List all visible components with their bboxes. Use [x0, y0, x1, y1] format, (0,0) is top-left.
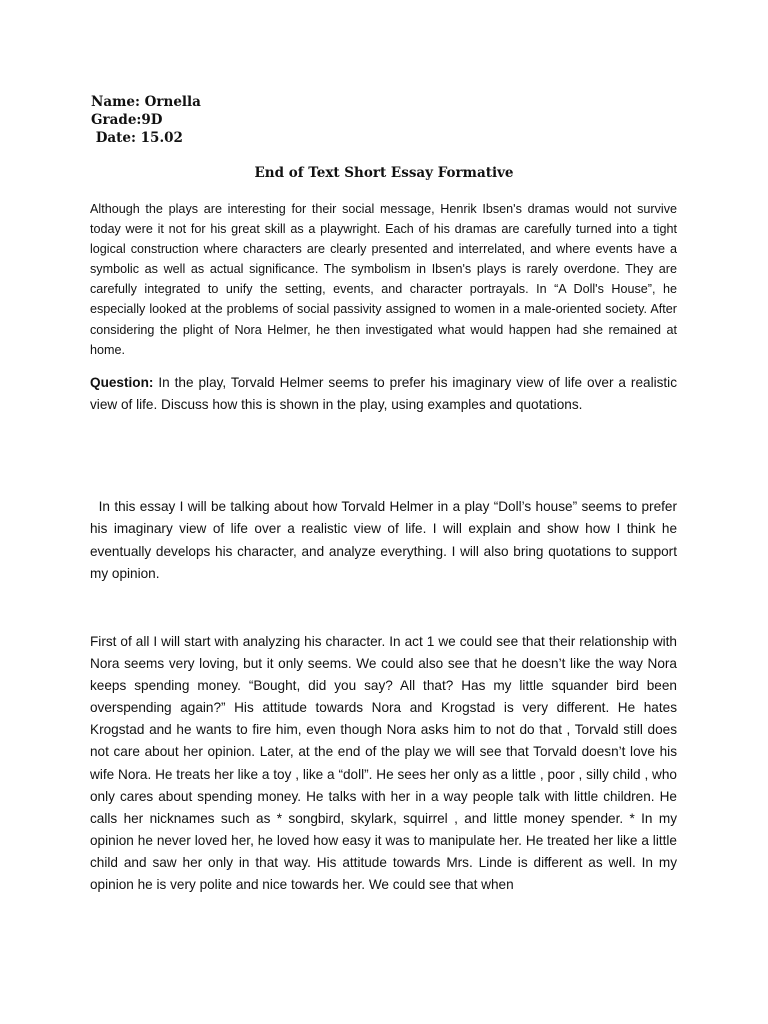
question-label: Question: — [90, 375, 154, 390]
essay-paragraph-1: In this essay I will be talking about how Torvald Helmer in a play “Doll’s house” seems to prefer his imaginary view of life over a realistic view of life. I will explain and show how I think he eventually develops his character, and analyze everything. I will also bring quotations to support my opinion. — [90, 499, 677, 581]
intro-paragraph: Although the plays are interesting for their social message, Henrik Ibsen's dramas would not survive today were it not for his great skill as a playwright. Each of his dramas are carefully turned into a tight logical construction where characters are clearly presented and interrelated, and where events have a symbolic as well as actual significance. The symbolism in Ibsen's plays is rarely overdone. They are carefully integrated to unify the setting, events, and character portrayals. In “A Doll's House”, he especially looked at the problems of social passivity assigned to women in a male-oriented society. After considering the plight of Nora Helmer, he then investigated what would happen had she remained at home. — [90, 202, 677, 357]
student-info-block — [91, 93, 201, 147]
question-text: In the play, Torvald Helmer seems to prefer his imaginary view of life over a realistic view of life. Discuss how this is shown in the play, using examples and quotations. — [90, 375, 677, 412]
document-title: End of Text Short Essay Formative — [254, 165, 514, 181]
question-paragraph — [90, 372, 677, 416]
student-grade: Grade:9D — [91, 112, 163, 128]
student-name: Name: Ornella — [91, 94, 201, 110]
assignment-date: Date: 15.02 — [91, 130, 183, 146]
essay-paragraph-2: First of all I will start with analyzing his character. In act 1 we could see that their relationship with Nora seems very loving, but it only seems. We could also see that he doesn’t like the way Nora keeps spending money. “Bought, did you say? All that? Has my little squander bird been overspending again?” His attitude towards Nora and Krogstad is very different. He hates Krogstad and he wants to fire him, even though Nora asks him to not do that , Torvald still does not care about her opinion. Later, at the end of the play we will see that Torvald doesn’t love his wife Nora. He treats her like a toy , like a “doll”. He sees her only as a little , poor , silly child , who only cares about spending money. He talks with her in a way people talk with little children. He calls her nicknames such as * songbird, skylark, squirrel , and little money spender. * In my opinion he never loved her, he loved how easy it was to manipulate her. He treated her like a little child and saw her only in that way. His attitude towards Mrs. Linde is different as well. In my opinion he is very polite and nice towards her. We could see that when — [90, 634, 677, 893]
